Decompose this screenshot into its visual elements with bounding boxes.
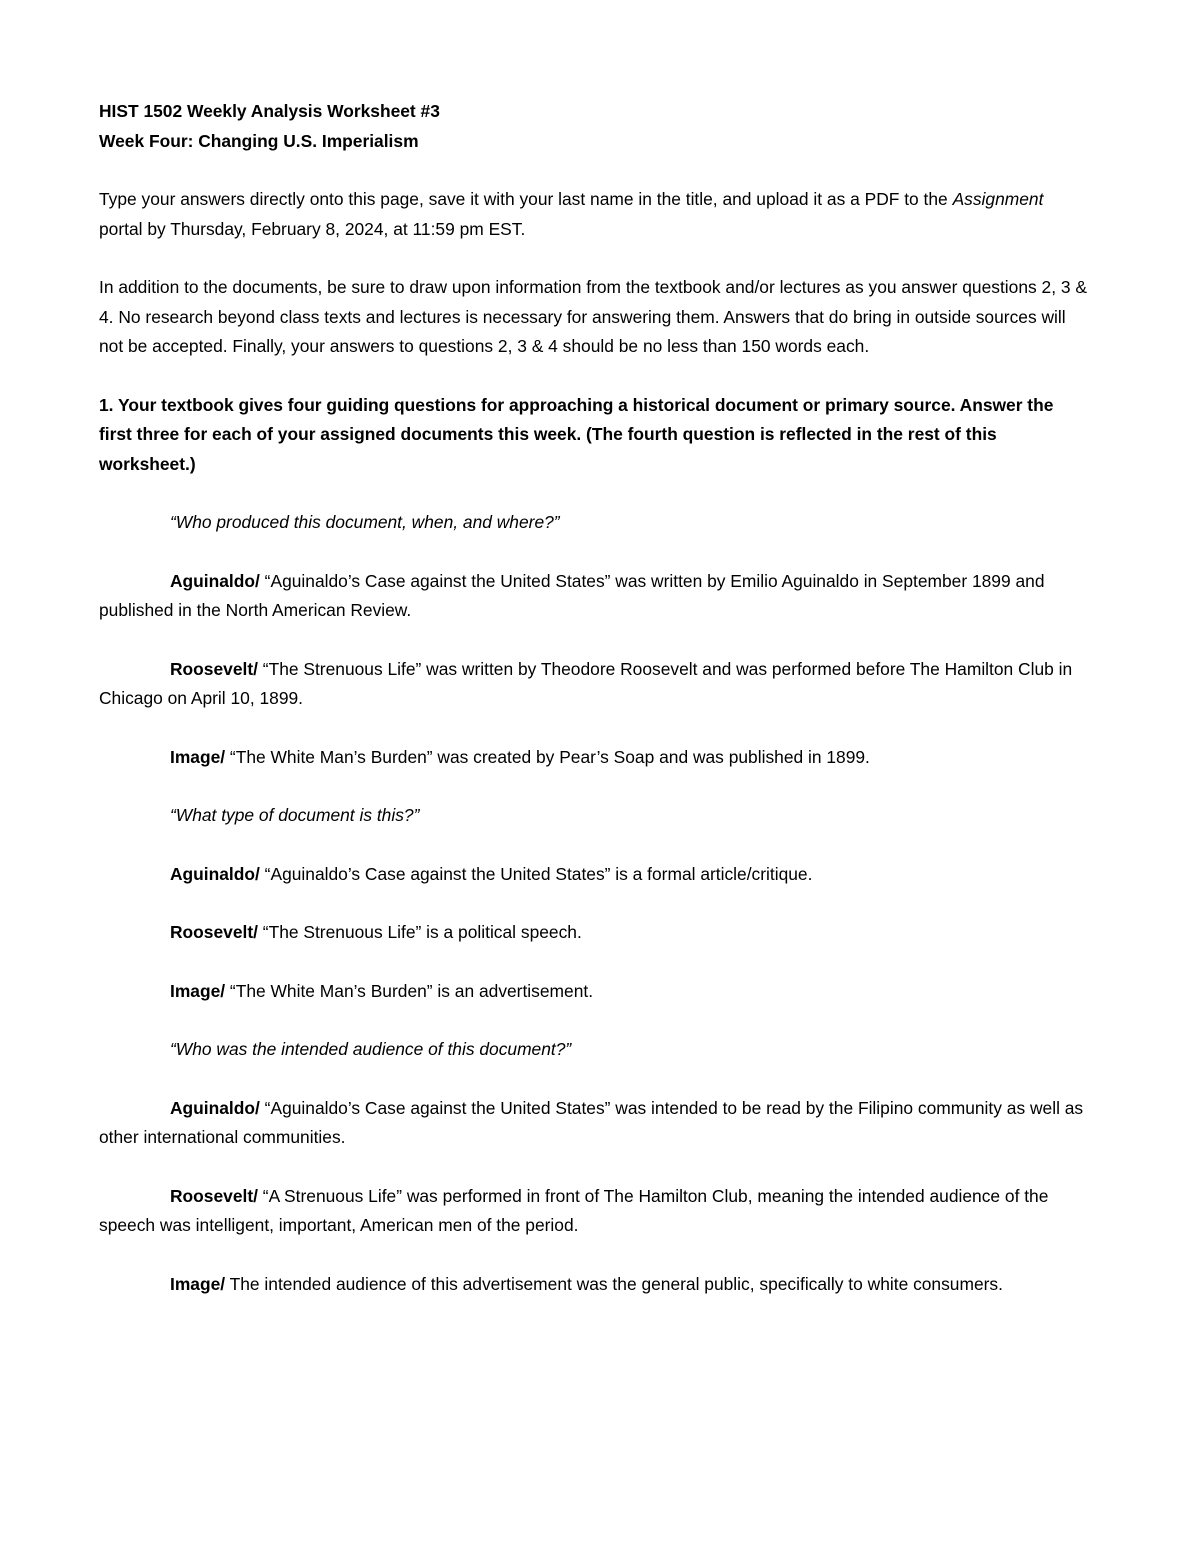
instructions-text-2: portal by Thursday, February 8, 2024, at 11:59 pm EST. — [99, 218, 526, 239]
answer-text: “Aguinaldo’s Case against the United States” is a formal article/critique. — [259, 863, 813, 884]
answer-label: Image/ — [170, 1273, 226, 1294]
answer-image-producer — [99, 743, 1089, 773]
worksheet-title: HIST 1502 Weekly Analysis Worksheet #3 — [99, 101, 440, 121]
answer-roosevelt-producer — [99, 655, 1089, 714]
answer-text: “Aguinaldo’s Case against the United States” was intended to be read by the Filipino community as well as other international communities. — [99, 1097, 1084, 1147]
worksheet-subtitle: Week Four: Changing U.S. Imperialism — [99, 130, 419, 151]
answer-label: Aguinaldo/ — [170, 570, 260, 591]
answer-text: “The White Man’s Burden” was created by Pear’s Soap and was published in 1899. — [225, 746, 870, 767]
answer-text: “The Strenuous Life” is a political speech. — [257, 922, 582, 942]
answer-label: Aguinaldo/ — [170, 863, 260, 884]
answer-text: The intended audience of this advertisement was the general public, specifically to white consumers. — [225, 1273, 1003, 1294]
answer-label: Image/ — [170, 746, 226, 767]
answer-image-type — [99, 977, 1089, 1007]
answer-roosevelt-type — [99, 918, 1089, 948]
answer-label: Image/ — [170, 980, 226, 1001]
worksheet-page — [99, 97, 1089, 1299]
answer-label: Roosevelt/ — [170, 1185, 258, 1206]
answer-text: “Aguinaldo’s Case against the United States” was written by Emilio Aguinaldo in September 1899 and published in the North American Review. — [99, 570, 1045, 620]
answer-aguinaldo-audience — [99, 1094, 1089, 1153]
answer-roosevelt-audience — [99, 1182, 1089, 1241]
question-1-prompt: 1. Your textbook gives four guiding questions for approaching a historical document or primary source. Answer the first three for each of your assigned documents this week. (The fourth question is reflected in the rest of this worksheet.) — [99, 394, 1054, 474]
answer-label: Roosevelt/ — [170, 658, 258, 679]
guiding-question-document-type: “What type of document is this?” — [170, 805, 420, 825]
answer-text: “A Strenuous Life” was performed in front of The Hamilton Club, meaning the intended audience of the speech was intelligent, important, American men of the period. — [99, 1185, 1049, 1235]
answer-aguinaldo-type — [99, 860, 1089, 890]
instructions-paragraph — [99, 185, 1089, 244]
guiding-question-audience: “Who was the intended audience of this document?” — [170, 1039, 572, 1059]
answer-label: Roosevelt/ — [170, 922, 258, 942]
answer-label: Aguinaldo/ — [170, 1097, 260, 1118]
guiding-question-who-produced: “Who produced this document, when, and where?” — [170, 512, 560, 532]
answer-text: “The Strenuous Life” was written by Theodore Roosevelt and was performed before The Hamilton Club in Chicago on April 10, 1899. — [99, 658, 1073, 708]
requirements-paragraph: In addition to the documents, be sure to draw upon information from the textbook and/or lectures as you answer questions 2, 3 & 4. No research beyond class texts and lectures is necessary for answering them. Answers that do bring in outside sources will not be accepted. Finally, your answers to questions 2, 3 & 4 should be no less than 150 words each. — [99, 277, 1087, 356]
instructions-text-1: Type your answers directly onto this page, save it with your last name in the title, and upload it as a PDF to the — [99, 189, 953, 209]
answer-aguinaldo-producer — [99, 567, 1089, 626]
answer-text: “The White Man’s Burden” is an advertisement. — [225, 980, 594, 1001]
answer-image-audience — [99, 1270, 1089, 1300]
assignment-term: Assignment — [952, 189, 1044, 209]
